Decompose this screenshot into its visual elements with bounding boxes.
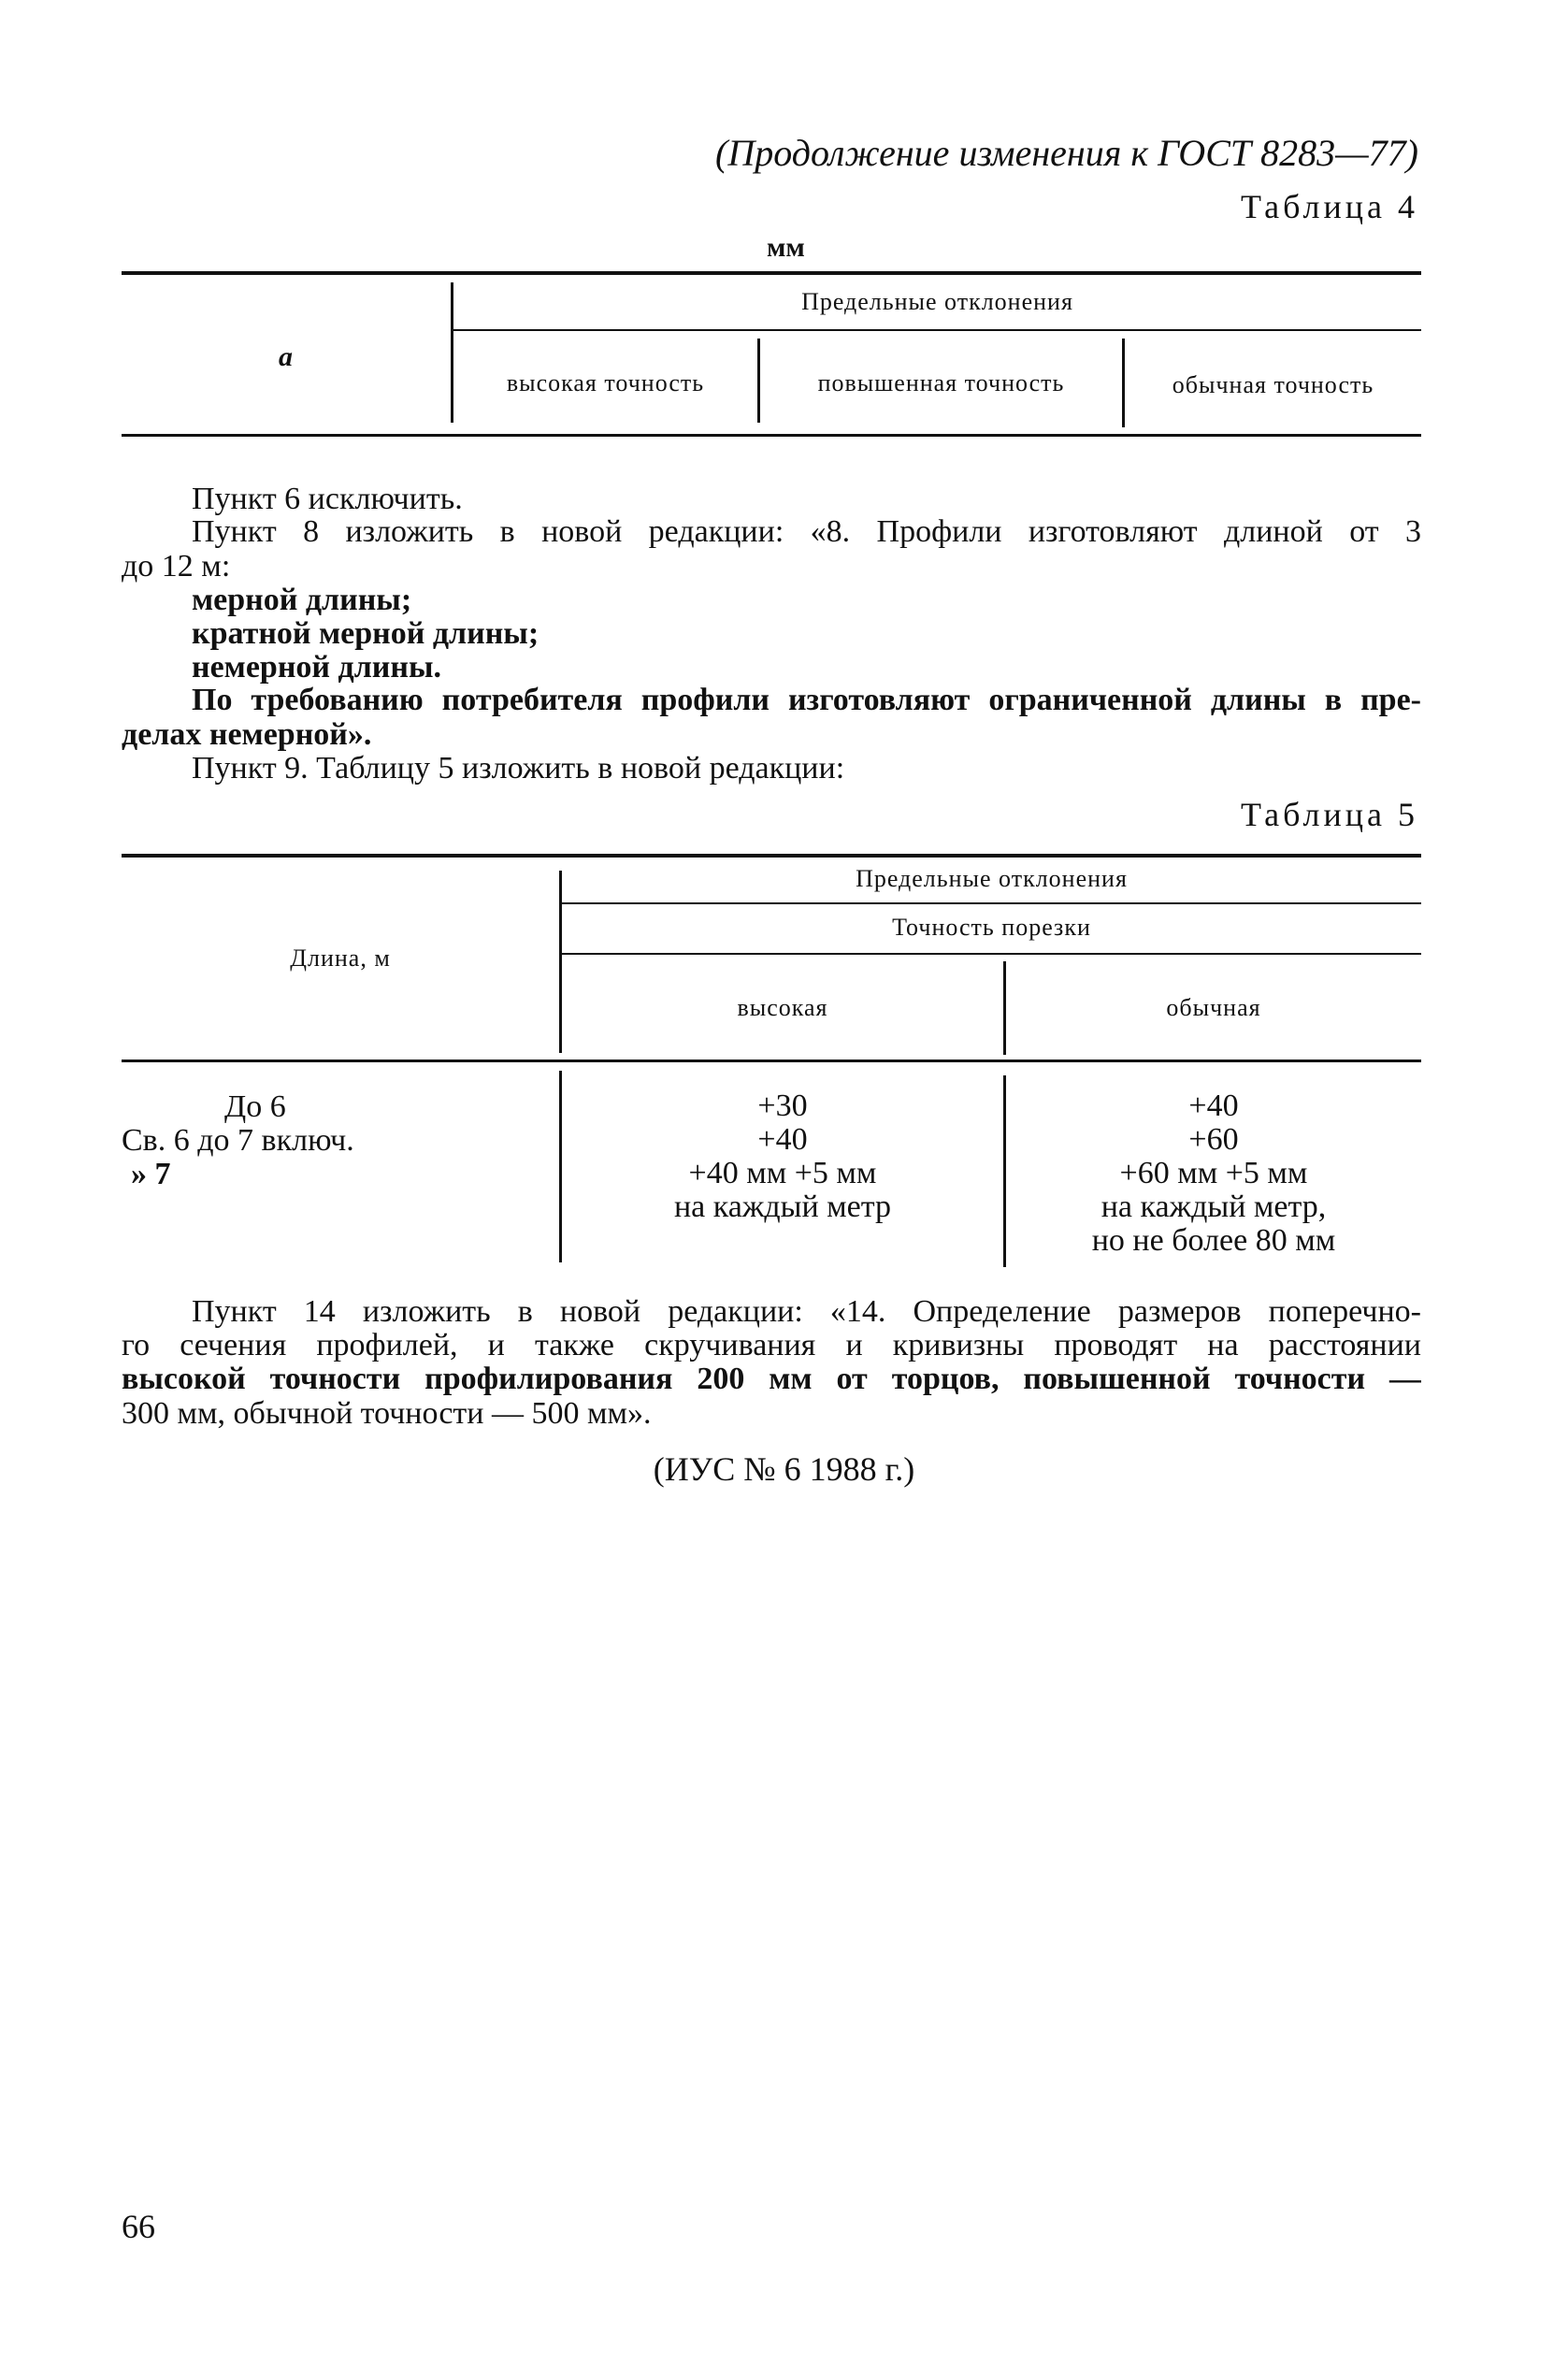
table5-row3-normal-line3: но не более 80 мм bbox=[1091, 1223, 1336, 1258]
para-p14-line4: 300 мм, обычной точности — 500 мм». bbox=[122, 1396, 652, 1431]
source-reference: (ИУС № 6 1988 г.) bbox=[653, 1450, 915, 1488]
table5-caption: Таблица 5 bbox=[1241, 796, 1418, 833]
table5-header-bottom-rule bbox=[122, 1059, 1421, 1062]
table5-row1-normal: +40 bbox=[1188, 1088, 1239, 1123]
table4-group-rule bbox=[451, 329, 1421, 331]
table5-group-rule bbox=[561, 902, 1421, 904]
table4-units: мм bbox=[767, 232, 805, 263]
table4-top-rule bbox=[122, 271, 1421, 275]
para-p8-line2: до 12 м: bbox=[122, 549, 231, 584]
para-p14-line3: высокой точности профилирования 200 мм от торцов, повышенной точности — bbox=[122, 1362, 1421, 1396]
para-p14-line1: Пункт 14 изложить в новой редакции: «14. Определение размеров поперечно- bbox=[192, 1295, 1421, 1329]
para-p14-line2: го сечения профилей, и также скручивания и кривизны проводят на расстоянии bbox=[122, 1329, 1421, 1362]
continuation-header: (Продолжение изменения к ГОСТ 8283—77) bbox=[715, 132, 1418, 174]
table4 bbox=[122, 271, 1421, 440]
table5-row3-length: » 7 bbox=[131, 1157, 171, 1191]
table5-vline-length bbox=[559, 871, 562, 1053]
para-requirement-line2: делах немерной». bbox=[122, 717, 372, 752]
table5 bbox=[122, 854, 1421, 1265]
table5-row3-high-line2: на каждый метр bbox=[673, 1189, 892, 1224]
table5-col-high: высокая bbox=[737, 994, 828, 1021]
table5-row3-normal-line1: +60 мм +5 мм bbox=[1119, 1156, 1308, 1190]
table5-row3-normal-line2: на каждый метр, bbox=[1100, 1189, 1327, 1224]
table4-col-high: высокая точность bbox=[506, 369, 705, 396]
para-p6: Пункт 6 исключить. bbox=[192, 482, 463, 516]
table4-caption: Таблица 4 bbox=[1241, 188, 1418, 225]
table5-group-header: Предельные отклонения bbox=[856, 865, 1128, 892]
table5-row2-high: +40 bbox=[757, 1122, 808, 1157]
table4-col-a: а bbox=[279, 341, 294, 372]
table5-subgroup-rule bbox=[561, 953, 1421, 955]
table5-subgroup-header: Точность порезки bbox=[892, 914, 1091, 941]
table4-col-normal: обычная точность bbox=[1172, 371, 1374, 398]
table5-row2-normal: +60 bbox=[1188, 1122, 1239, 1157]
page-number: 66 bbox=[122, 2208, 155, 2245]
table5-row1-high: +30 bbox=[757, 1088, 808, 1123]
table5-col-length: Длина, м bbox=[290, 944, 391, 972]
list-item-unmeasured: немерной длины. bbox=[192, 650, 442, 685]
para-p9: Пункт 9. Таблицу 5 изложить в новой редакции: bbox=[192, 751, 845, 786]
table5-row1-length: До 6 bbox=[224, 1089, 286, 1124]
table5-row2-length: Св. 6 до 7 включ. bbox=[122, 1123, 354, 1158]
para-requirement-line1: По требованию потребителя профили изготовляют ограниченной длины в пре- bbox=[192, 684, 1421, 717]
table5-row3-high-line1: +40 мм +5 мм bbox=[688, 1156, 877, 1190]
list-item-multiple: кратной мерной длины; bbox=[192, 616, 539, 651]
para-p8-line1: Пункт 8 изложить в новой редакции: «8. Профили изготовляют длиной от 3 bbox=[192, 515, 1421, 549]
table4-bottom-rule bbox=[122, 434, 1421, 437]
table5-top-rule bbox=[122, 854, 1421, 858]
table4-col-increased: повышенная точность bbox=[817, 369, 1065, 396]
table5-col-normal: обычная bbox=[1166, 994, 1261, 1021]
list-item-measured: мерной длины; bbox=[192, 583, 412, 617]
table4-group-header: Предельные отклонения bbox=[801, 288, 1073, 315]
